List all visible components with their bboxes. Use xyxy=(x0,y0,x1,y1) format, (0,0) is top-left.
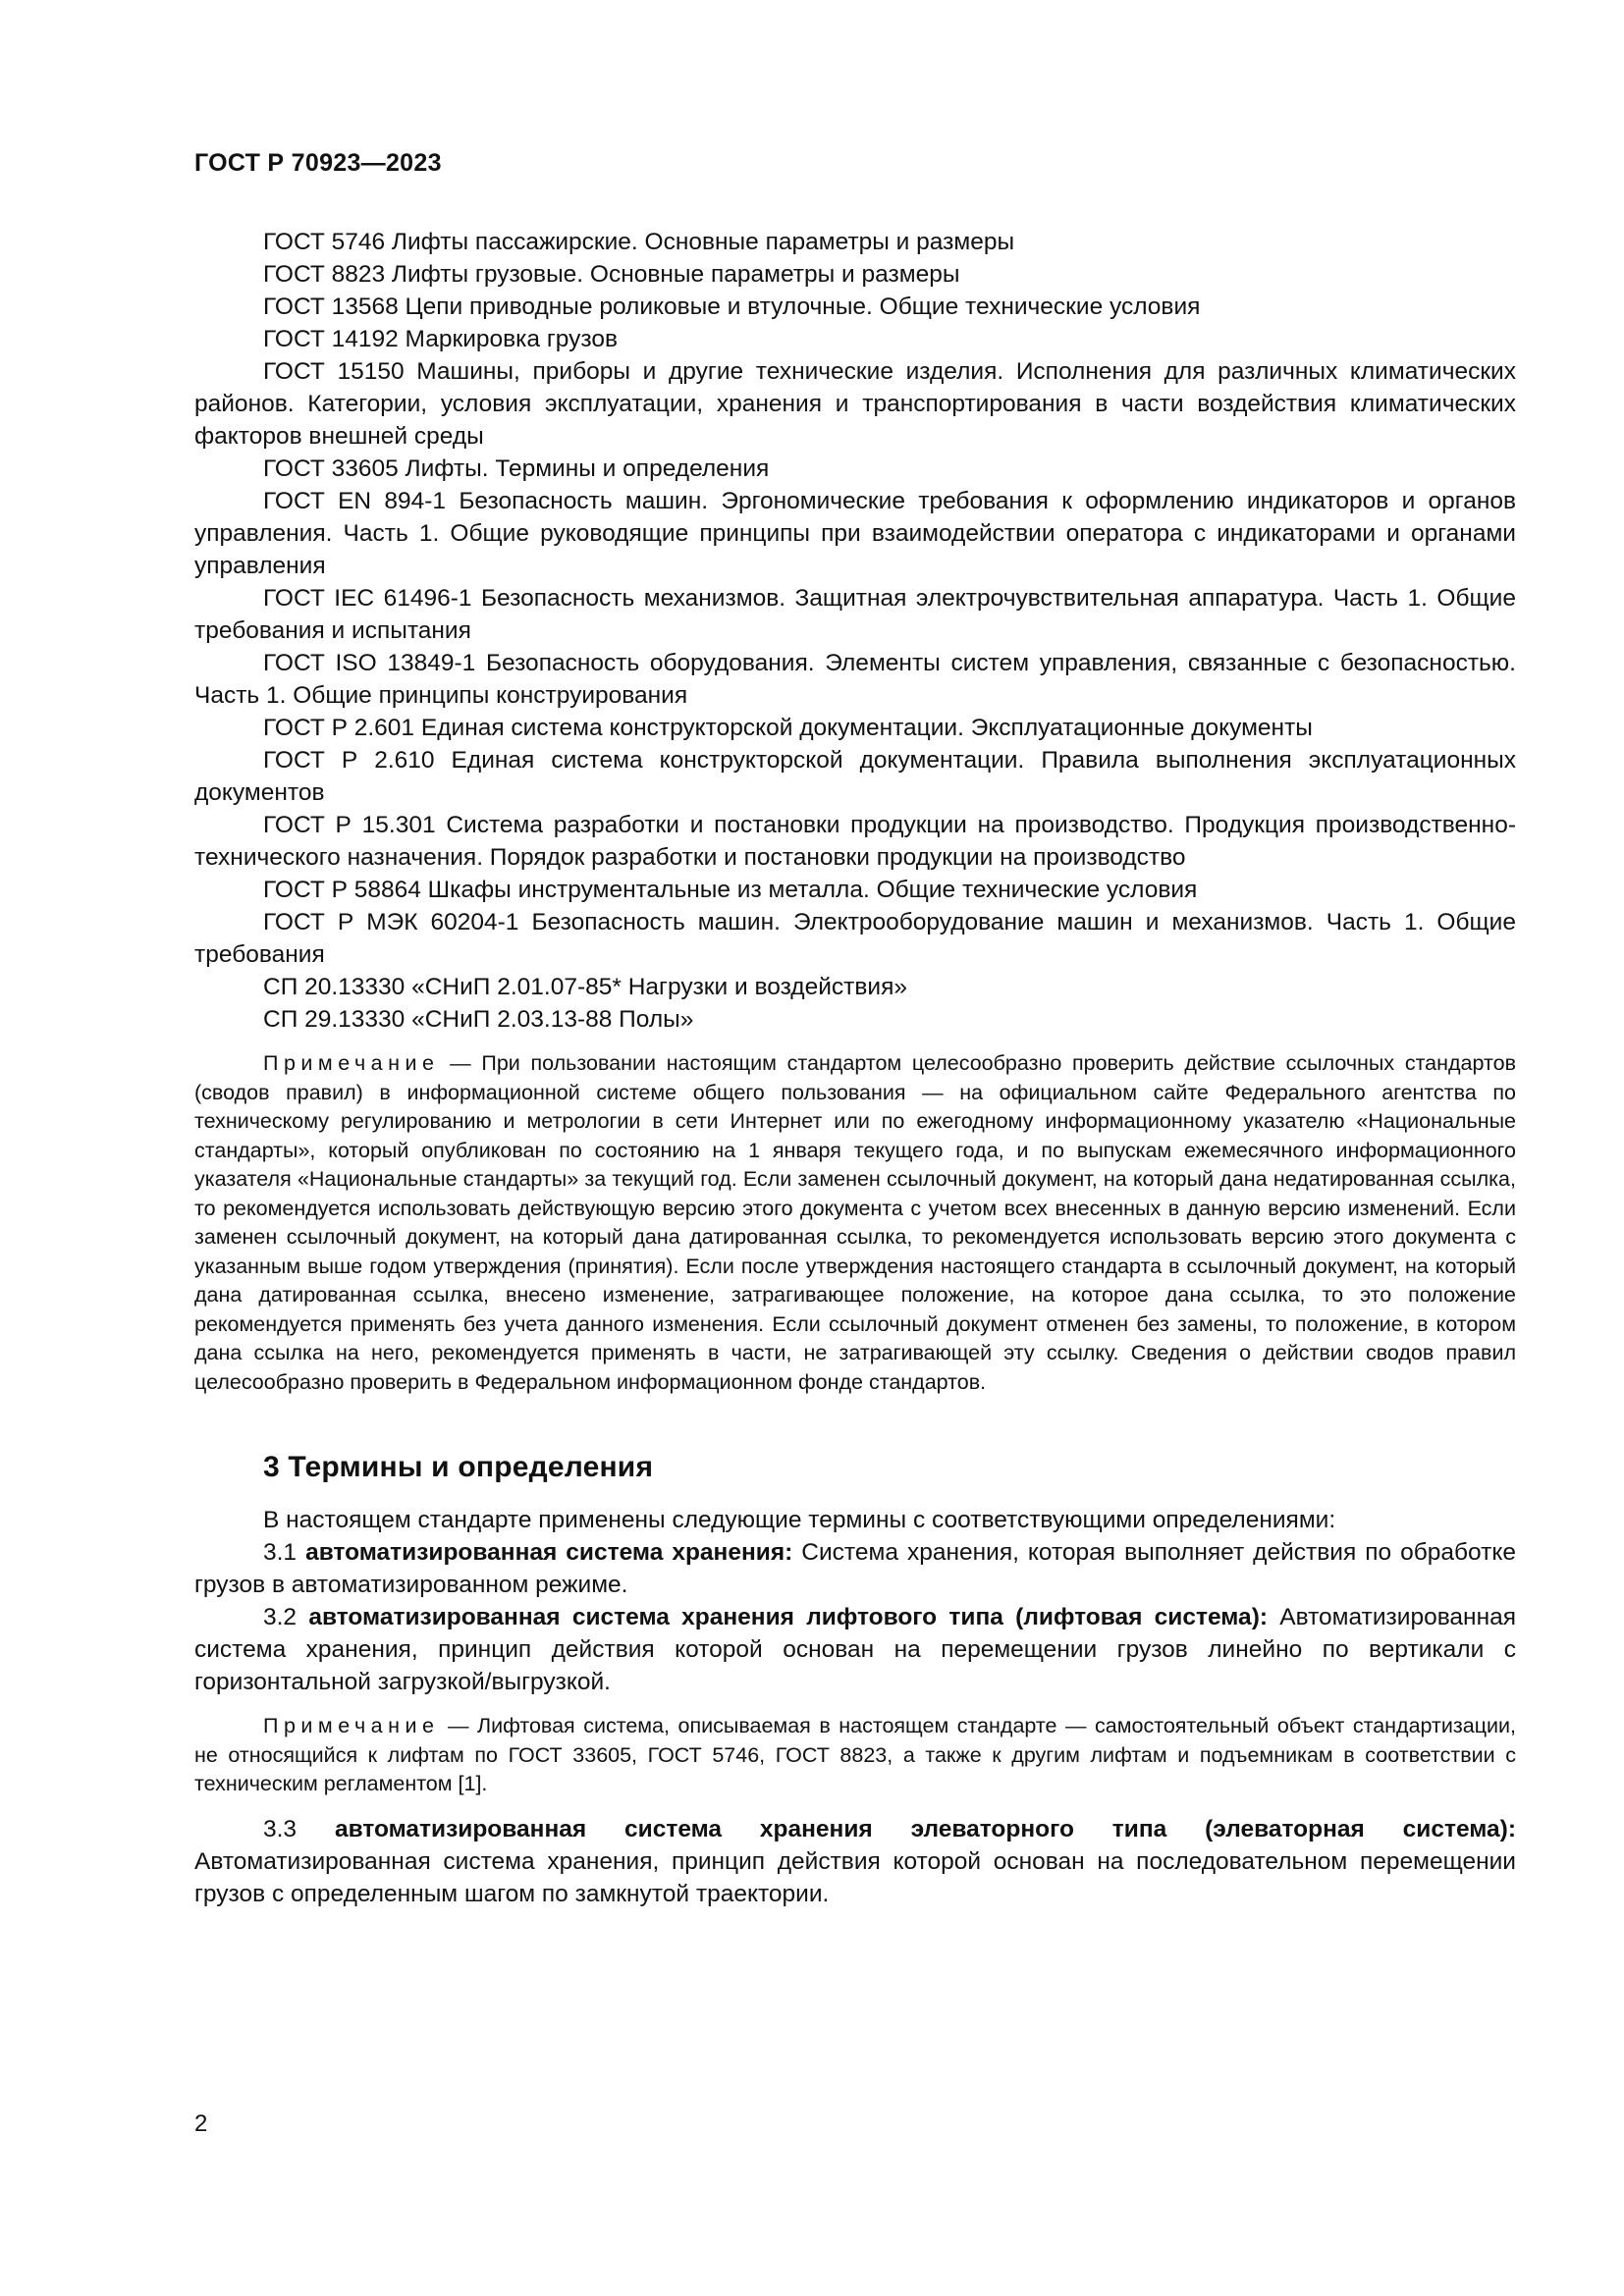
term-definition: Автоматизированная система хранения, принцип действия которой основан на последовательном перемещении грузов с определенным шагом по замкнутой траектории. xyxy=(194,1847,1516,1907)
normative-references-list xyxy=(194,226,1516,1036)
reference-item: ГОСТ 15150 Машины, приборы и другие технические изделия. Исполнения для различных климатических районов. Категории, условия эксплуатации, хранения и транспортирования в части воздействия климатических факторов внешней среды xyxy=(194,358,1516,450)
note-text: При пользовании настоящим стандартом целесообразно проверить действие ссылочных стандартов (сводов правил) в информационной системе общего пользования — на официальном сайте Федерального агентства по техническому регулированию и метрологии в сети Интернет или по ежегодному информационному указателю «Национальные стандарты», который опубликован по состоянию на 1 января текущего года, и по выпускам ежемесячного информационного указателя «Национальные стандарты» за текущий год. Если заменен ссылочный документ, на который дана недатированная ссылка, то рекомендуется использовать действующую версию этого документа с учетом всех внесенных в данную версию изменений. Если заменен ссылочный документ, на который дана датированная ссылка, то рекомендуется использовать версию этого документа с указанным выше годом утверждения (принятия). Если после утверждения настоящего стандарта в ссылочный документ, на который дана датированная ссылка, внесено изменение, затрагивающее положение, на которое дана ссылка, то это положение рекомендуется применять без учета данного изменения. Если ссылочный документ отменен без замены, то положение, в котором дана ссылка на него, рекомендуется применять в части, не затрагивающей эту ссылку. Сведения о действии сводов правил целесообразно проверить в Федеральном информационном фонде стандартов. xyxy=(194,1051,1516,1394)
note-dash: — xyxy=(439,1714,477,1737)
reference-item: ГОСТ IEC 61496-1 Безопасность механизмов. Защитная электрочувствительная аппаратура. Часть 1. Общие требования и испытания xyxy=(194,585,1516,644)
reference-item: ГОСТ Р МЭК 60204-1 Безопасность машин. Электрооборудование машин и механизмов. Часть 1. Общие требования xyxy=(194,909,1516,968)
term-definition: Система хранения, которая выполняет действия по обработке грузов в автоматизированном режиме. xyxy=(194,1539,1516,1598)
reference-item: ГОСТ 5746 Лифты пассажирские. Основные параметры и размеры xyxy=(263,229,1015,255)
reference-item: ГОСТ 13568 Цепи приводные роликовые и втулочные. Общие технические условия xyxy=(263,294,1201,320)
reference-item: ГОСТ ISO 13849-1 Безопасность оборудования. Элементы систем управления, связанные с безопасностью. Часть 1. Общие принципы конструирования xyxy=(194,650,1516,709)
note-label: Примечание xyxy=(263,1051,440,1075)
reference-item: ГОСТ Р 58864 Шкафы инструментальные из металла. Общие технические условия xyxy=(263,877,1198,903)
term-name: автоматизированная система хранения элеваторного типа (элеваторная система): xyxy=(334,1815,1517,1842)
page-content xyxy=(194,226,1516,1910)
term-note xyxy=(194,1712,1516,1799)
reference-item: ГОСТ Р 2.610 Единая система конструкторской документации. Правила выполнения эксплуатационных документов xyxy=(194,747,1516,806)
term-number: 3.2 xyxy=(263,1604,298,1630)
reference-item: ГОСТ Р 15.301 Система разработки и постановки продукции на производство. Продукция производственно-технического назначения. Порядок разработки и постановки продукции на производство xyxy=(194,812,1516,871)
page-number: 2 xyxy=(194,2110,208,2137)
note-text: Лифтовая система, описываемая в настоящем стандарте — самостоятельный объект стандартизации, не относящийся к лифтам по ГОСТ 33605, ГОСТ 5746, ГОСТ 8823, а также к другим лифтам и подъемникам в соответствии с техническим регламентом [1]. xyxy=(194,1714,1516,1795)
reference-item: ГОСТ 33605 Лифты. Термины и определения xyxy=(263,455,770,482)
term-number: 3.3 xyxy=(263,1815,298,1842)
reference-item: ГОСТ Р 2.601 Единая система конструкторской документации. Эксплуатационные документы xyxy=(263,715,1313,741)
term-entry xyxy=(194,1601,1516,1698)
section-heading: 3 Термины и определения xyxy=(263,1451,654,1483)
note-dash: — xyxy=(439,1051,482,1075)
section-intro: В настоящем стандарте применены следующие термины с соответствующими определениями: xyxy=(263,1507,1336,1533)
note-label: Примечание xyxy=(263,1714,440,1737)
reference-item: ГОСТ 14192 Маркировка грузов xyxy=(263,326,618,352)
term-number: 3.1 xyxy=(263,1539,298,1566)
reference-item: ГОСТ EN 894-1 Безопасность машин. Эргономические требования к оформлению индикаторов и органов управления. Часть 1. Общие руководящие принципы при взаимодействии оператора с индикаторами и органами управления xyxy=(194,488,1516,579)
term-definition: Автоматизированная система хранения, принцип действия которой основан на перемещении грузов линейно по вертикали с горизонтальной загрузкой/выгрузкой. xyxy=(194,1604,1517,1695)
references-note xyxy=(194,1049,1516,1397)
term-entry xyxy=(194,1813,1516,1910)
reference-item: СП 20.13330 «СНиП 2.01.07-85* Нагрузки и воздействия» xyxy=(263,974,907,1000)
term-name: автоматизированная система хранения: xyxy=(305,1539,793,1566)
running-header: ГОСТ Р 70923—2023 xyxy=(194,149,442,177)
term-entry xyxy=(194,1536,1516,1601)
reference-item: СП 29.13330 «СНиП 2.03.13-88 Полы» xyxy=(263,1006,694,1033)
term-name: автоматизированная система хранения лифтового типа (лифтовая система): xyxy=(308,1604,1269,1630)
reference-item: ГОСТ 8823 Лифты грузовые. Основные параметры и размеры xyxy=(263,261,960,288)
